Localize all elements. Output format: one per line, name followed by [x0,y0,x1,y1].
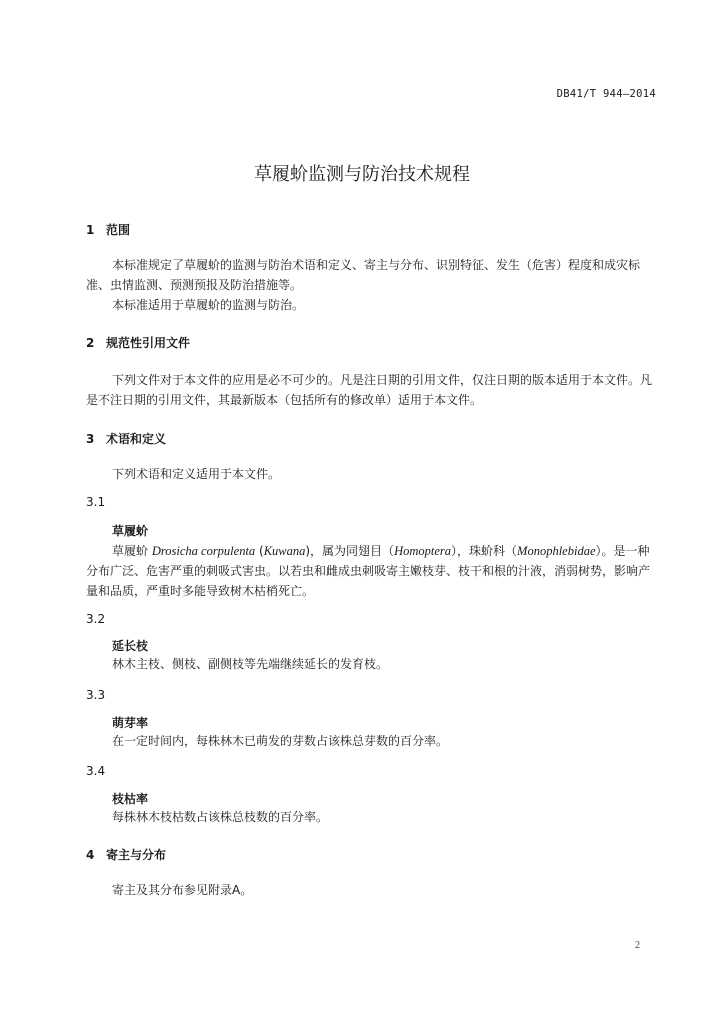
section-title: 规范性引用文件 [106,336,191,350]
subsection-number: 3.1 [86,495,106,509]
paragraph: 下列术语和定义适用于本文件。 [112,467,281,481]
paragraph: 下列文件对于本文件的应用是必不可少的。凡是注日期的引用文件，仅注日期的版本适用于本文件。凡是不注日期的引用文件，其最新版本（包括所有的修改单）适用于本文件。 [86,373,653,407]
section-title: 范围 [106,223,131,237]
section-4-content [86,880,658,900]
section-number: 4 [86,848,95,862]
term-name: 枝枯率 [112,792,149,806]
section-3-content [86,464,658,484]
term-definition: 草履蚧 Drosicha corpulenta (Kuwana)，属为同翅目（Homoptera），珠蚧科（Monophlebidae）。是一种分布广泛、危害严重的刺吸式害虫。以若虫和雌成虫刺吸寄主嫩枝芽、枝干和根的汁液，消弱树势，影响产量和品质，严重时多能导致树木枯梢死亡。 [86,544,651,598]
latin-order: Homoptera [394,544,452,558]
paragraph: 本标准规定了草履蚧的监测与防治术语和定义、寄主与分布、识别特征、发生（危害）程度和成灾标准、虫情监测、预测预报及防治措施等。 [86,258,641,292]
term-definition: 在一定时间内，每株林木已萌发的芽数占该株总芽数的百分率。 [112,734,449,748]
term-name: 草履蚧 [112,524,149,538]
section-2-content [86,370,658,410]
term-definition: 林木主枝、侧枝、副侧枝等先端继续延长的发育枝。 [112,657,389,671]
section-number: 3 [86,432,95,446]
subsection-number: 3.3 [86,688,106,702]
section-heading-4 [86,846,166,863]
term-definition: 每株林木枝枯数占该株总枝数的百分率。 [112,810,329,824]
section-number: 1 [86,223,95,237]
term-name: 延长枝 [112,639,149,653]
section-1-content [86,255,658,315]
section-heading-2 [86,334,190,351]
section-heading-1 [86,221,130,238]
section-number: 2 [86,336,95,350]
section-title: 寄主与分布 [106,848,167,862]
document-title: 草履蚧监测与防治技术规程 [254,164,470,185]
term-name: 萌芽率 [112,716,149,730]
subsection-number: 3.2 [86,612,106,626]
standard-code: DB41/T 944—2014 [556,88,656,100]
subsection-number: 3.4 [86,764,106,778]
section-heading-3 [86,430,166,447]
latin-name: Drosicha corpulenta [151,544,256,558]
paragraph: 寄主及其分布参见附录A。 [112,883,253,897]
latin-author: Kuwana [263,544,306,558]
page-number: 2 [635,940,640,951]
section-title: 术语和定义 [106,432,167,446]
paragraph: 本标准适用于草履蚧的监测与防治。 [112,298,305,312]
latin-family: Monophlebidae [517,544,596,558]
